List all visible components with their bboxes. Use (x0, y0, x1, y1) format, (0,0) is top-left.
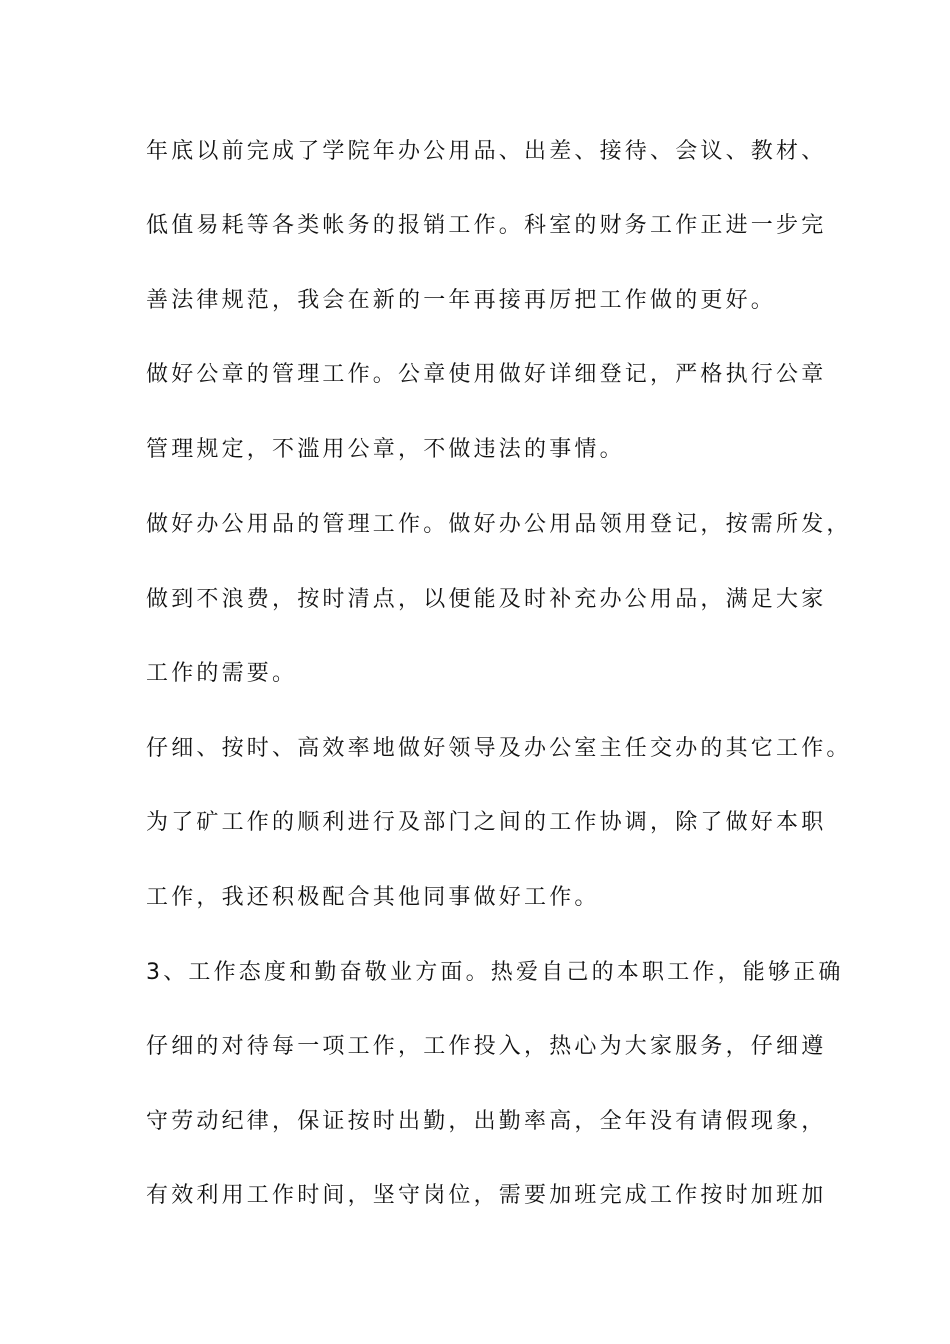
text-line: 低值易耗等各类帐务的报销工作。科室的财务工作正进一步完 (146, 213, 827, 238)
text-line: 有效利用工作时间，坚守岗位，需要加班完成工作按时加班加 (146, 1183, 827, 1208)
text-line: 做好公章的管理工作。公章使用做好详细登记，严格执行公章 (146, 362, 827, 387)
text-line: 做好办公用品的管理工作。做好办公用品领用登记，按需所发， (146, 512, 852, 537)
text-line: 工作的需要。 (146, 661, 298, 686)
text-line: 工作，我还积极配合其他同事做好工作。 (146, 885, 600, 910)
text-line: 管理规定，不滥用公章，不做违法的事情。 (146, 437, 625, 462)
text-line: 做到不浪费，按时清点，以便能及时补充办公用品，满足大家 (146, 587, 827, 612)
text-line: 仔细的对待每一项工作，工作投入，热心为大家服务，仔细遵 (146, 1034, 827, 1059)
text-line: 善法律规范，我会在新的一年再接再厉把工作做的更好。 (146, 288, 777, 313)
text-line: 仔细、按时、高效率地做好领导及办公室主任交办的其它工作。 (146, 736, 852, 761)
text-line: 守劳动纪律，保证按时出勤，出勤率高，全年没有请假现象， (146, 1109, 827, 1134)
text-line: 为了矿工作的顺利进行及部门之间的工作协调，除了做好本职 (146, 810, 827, 835)
text-line: 年底以前完成了学院年办公用品、出差、接待、会议、教材、 (146, 139, 827, 164)
text-line: 3、工作态度和勤奋敬业方面。热爱自己的本职工作，能够正确 (146, 960, 844, 985)
